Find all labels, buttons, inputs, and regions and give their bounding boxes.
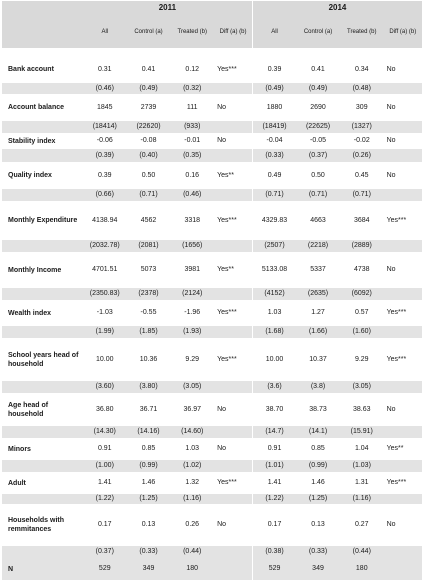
diff-cell: Yes** [384, 438, 422, 460]
std-error-cell: (0.39) [83, 149, 127, 162]
diff-cell: Yes** [214, 162, 252, 189]
table-row-households-with-remmitances-se [2, 546, 422, 558]
std-error-cell: (6092) [340, 288, 384, 300]
std-error-cell [384, 288, 422, 300]
value-cell: 2739 [127, 94, 171, 121]
value-cell: 0.39 [83, 162, 127, 189]
count-cell: 529 [252, 558, 296, 580]
std-error-cell: (1.03) [340, 460, 384, 472]
std-error-cell: (14.1) [296, 426, 340, 438]
row-label: N [2, 558, 83, 580]
column-header-row [2, 15, 422, 48]
table-row-households-with-remmitances [2, 504, 422, 546]
std-error-cell: (0.26) [340, 149, 384, 162]
table-row-stability-index [2, 133, 422, 149]
value-cell: 10.37 [296, 338, 340, 381]
value-cell: 4138.94 [83, 201, 127, 240]
std-error-cell: (0.37) [83, 546, 127, 558]
row-label-empty [2, 83, 83, 94]
std-error-cell [214, 240, 252, 252]
value-cell: 0.13 [127, 504, 171, 546]
col-diff-2011: Diff (a) (b) [214, 15, 252, 48]
value-cell: 3981 [170, 252, 214, 288]
std-error-cell: (0.66) [83, 189, 127, 201]
table-row-minors [2, 438, 422, 460]
std-error-cell: (1.02) [170, 460, 214, 472]
value-cell: 0.13 [296, 504, 340, 546]
std-error-cell: (2218) [296, 240, 340, 252]
value-cell: -0.02 [340, 133, 384, 149]
value-cell: 0.85 [296, 438, 340, 460]
row-label-empty [2, 121, 83, 133]
value-cell: 36.71 [127, 393, 171, 426]
std-error-cell: (0.71) [127, 189, 171, 201]
std-error-cell: (1.22) [83, 494, 127, 504]
count-cell: 180 [340, 558, 384, 580]
row-label: Minors [2, 438, 83, 460]
table-row-monthly-income-se [2, 288, 422, 300]
value-cell: 1845 [83, 94, 127, 121]
value-cell: -0.01 [170, 133, 214, 149]
std-error-cell: (0.49) [296, 83, 340, 94]
corner-cell [2, 15, 83, 48]
diff-cell: Yes*** [214, 56, 252, 83]
diff-cell: Yes*** [214, 338, 252, 381]
value-cell: 309 [340, 94, 384, 121]
std-error-cell: (3.60) [83, 381, 127, 393]
value-cell: 2690 [296, 94, 340, 121]
col-all-2014: All [252, 15, 296, 48]
table-body [2, 56, 422, 580]
value-cell: 0.41 [296, 56, 340, 83]
std-error-cell [384, 326, 422, 338]
value-cell: -0.55 [127, 300, 171, 326]
value-cell: 0.91 [83, 438, 127, 460]
count-cell: 180 [170, 558, 214, 580]
diff-cell: No [214, 94, 252, 121]
row-label-empty [2, 381, 83, 393]
std-error-cell: (2081) [127, 240, 171, 252]
col-treated-2011: Treated (b) [170, 15, 214, 48]
std-error-cell [214, 288, 252, 300]
value-cell: -0.08 [127, 133, 171, 149]
diff-cell: Yes*** [214, 300, 252, 326]
value-cell: 4738 [340, 252, 384, 288]
value-cell: 38.70 [252, 393, 296, 426]
std-error-cell: (2032.78) [83, 240, 127, 252]
value-cell: 0.26 [170, 504, 214, 546]
std-error-cell: (0.99) [127, 460, 171, 472]
value-cell: 0.31 [83, 56, 127, 83]
std-error-cell: (2124) [170, 288, 214, 300]
std-error-cell [384, 381, 422, 393]
table-row-monthly-income [2, 252, 422, 288]
table-row-quality-index-se [2, 189, 422, 201]
value-cell: 4562 [127, 201, 171, 240]
diff-cell: Yes** [214, 252, 252, 288]
diff-cell: Yes*** [214, 201, 252, 240]
table-row-school-years-head-of-household-se [2, 381, 422, 393]
value-cell: 4329.83 [252, 201, 296, 240]
std-error-cell [384, 83, 422, 94]
std-error-cell: (22625) [296, 121, 340, 133]
row-label: Adult [2, 472, 83, 494]
std-error-cell: (0.46) [170, 189, 214, 201]
diff-cell: No [214, 438, 252, 460]
std-error-cell: (1.22) [252, 494, 296, 504]
std-error-cell: (2889) [340, 240, 384, 252]
row-label: Stability index [2, 133, 83, 149]
std-error-cell: (1.66) [296, 326, 340, 338]
std-error-cell: (22620) [127, 121, 171, 133]
std-error-cell [384, 189, 422, 201]
std-error-cell: (0.40) [127, 149, 171, 162]
table-row-n [2, 558, 422, 580]
value-cell: 0.12 [170, 56, 214, 83]
row-label-empty [2, 460, 83, 472]
std-error-cell [214, 149, 252, 162]
value-cell: 1.46 [296, 472, 340, 494]
stats-table [2, 1, 422, 580]
count-cell: 349 [296, 558, 340, 580]
table-row-school-years-head-of-household [2, 338, 422, 381]
year-2014-header: 2014 [252, 1, 422, 15]
row-label-empty [2, 546, 83, 558]
value-cell: 36.80 [83, 393, 127, 426]
value-cell: 3684 [340, 201, 384, 240]
std-error-cell: (14.7) [252, 426, 296, 438]
std-error-cell: (1.93) [170, 326, 214, 338]
value-cell: 0.50 [296, 162, 340, 189]
std-error-cell: (0.71) [296, 189, 340, 201]
table-row-wealth-index-se [2, 326, 422, 338]
value-cell: 1.27 [296, 300, 340, 326]
std-error-cell: (1656) [170, 240, 214, 252]
std-error-cell [384, 494, 422, 504]
diff-cell: No [384, 252, 422, 288]
table-row-monthly-expenditure-se [2, 240, 422, 252]
row-label-empty [2, 149, 83, 162]
value-cell: 1.46 [127, 472, 171, 494]
value-cell: 38.63 [340, 393, 384, 426]
value-cell: 0.34 [340, 56, 384, 83]
std-error-cell: (1.16) [340, 494, 384, 504]
std-error-cell: (4152) [252, 288, 296, 300]
std-error-cell: (1.25) [127, 494, 171, 504]
std-error-cell [384, 426, 422, 438]
std-error-cell [214, 189, 252, 201]
row-label: Wealth index [2, 300, 83, 326]
std-error-cell [214, 460, 252, 472]
std-error-cell: (0.38) [252, 546, 296, 558]
value-cell: 0.41 [127, 56, 171, 83]
std-error-cell: (15.91) [340, 426, 384, 438]
std-error-cell [214, 494, 252, 504]
std-error-cell: (0.37) [296, 149, 340, 162]
std-error-cell: (0.32) [170, 83, 214, 94]
std-error-cell [214, 546, 252, 558]
value-cell: 36.97 [170, 393, 214, 426]
row-label: Quality index [2, 162, 83, 189]
col-diff-2014: Diff (a) (b) [384, 15, 422, 48]
value-cell: 0.17 [252, 504, 296, 546]
value-cell: -1.96 [170, 300, 214, 326]
value-cell: 9.29 [170, 338, 214, 381]
table-row-account-balance [2, 94, 422, 121]
std-error-cell: (1.00) [83, 460, 127, 472]
std-error-cell: (933) [170, 121, 214, 133]
row-label-empty [2, 288, 83, 300]
value-cell: 0.50 [127, 162, 171, 189]
value-cell: 1.31 [340, 472, 384, 494]
std-error-cell [384, 460, 422, 472]
std-error-cell: (3.05) [340, 381, 384, 393]
count-cell: 529 [83, 558, 127, 580]
std-error-cell: (0.49) [127, 83, 171, 94]
std-error-cell: (1.16) [170, 494, 214, 504]
row-label-empty [2, 326, 83, 338]
diff-cell: No [384, 133, 422, 149]
col-control-2014: Control (a) [296, 15, 340, 48]
year-2011-header: 2011 [83, 1, 253, 15]
diff-cell: No [384, 162, 422, 189]
diff-cell: No [214, 133, 252, 149]
diff-cell: No [384, 504, 422, 546]
row-label-empty [2, 494, 83, 504]
row-label: Households with remmitances [2, 504, 83, 546]
diff-cell: Yes*** [384, 201, 422, 240]
year-header-row [2, 1, 422, 15]
row-label: Bank account [2, 56, 83, 83]
row-label-empty [2, 240, 83, 252]
table-row-adult [2, 472, 422, 494]
std-error-cell [214, 326, 252, 338]
table-row-minors-se [2, 460, 422, 472]
std-error-cell: (14.30) [83, 426, 127, 438]
std-error-cell: (1.85) [127, 326, 171, 338]
std-error-cell [214, 83, 252, 94]
diff-cell: Yes*** [384, 472, 422, 494]
std-error-cell [384, 546, 422, 558]
diff-cell: No [214, 504, 252, 546]
table-row-age-head-of-household-se [2, 426, 422, 438]
std-error-cell: (1.99) [83, 326, 127, 338]
std-error-cell: (14.16) [127, 426, 171, 438]
std-error-cell: (18414) [83, 121, 127, 133]
std-error-cell [214, 381, 252, 393]
table-row-quality-index [2, 162, 422, 189]
std-error-cell: (3.6) [252, 381, 296, 393]
value-cell: 1.04 [340, 438, 384, 460]
value-cell: 0.57 [340, 300, 384, 326]
row-label: Age head of household [2, 393, 83, 426]
value-cell: 1880 [252, 94, 296, 121]
value-cell: -0.05 [296, 133, 340, 149]
std-error-cell: (1.01) [252, 460, 296, 472]
std-error-cell: (3.8) [296, 381, 340, 393]
diff-cell: Yes*** [214, 472, 252, 494]
std-error-cell [384, 121, 422, 133]
std-error-cell: (0.44) [170, 546, 214, 558]
row-label-empty [2, 426, 83, 438]
std-error-cell: (0.71) [340, 189, 384, 201]
std-error-cell: (2635) [296, 288, 340, 300]
value-cell: 5133.08 [252, 252, 296, 288]
row-label: Account balance [2, 94, 83, 121]
diff-cell: No [214, 393, 252, 426]
diff-cell: No [384, 94, 422, 121]
value-cell: -0.06 [83, 133, 127, 149]
count-cell [384, 558, 422, 580]
value-cell: -1.03 [83, 300, 127, 326]
col-control-2011: Control (a) [127, 15, 171, 48]
value-cell: 1.03 [252, 300, 296, 326]
value-cell: 0.27 [340, 504, 384, 546]
diff-cell: Yes*** [384, 300, 422, 326]
row-label: School years head of household [2, 338, 83, 381]
std-error-cell [214, 426, 252, 438]
corner-cell [2, 1, 83, 15]
std-error-cell: (1.25) [296, 494, 340, 504]
std-error-cell: (1.68) [252, 326, 296, 338]
std-error-cell: (2378) [127, 288, 171, 300]
value-cell: 38.73 [296, 393, 340, 426]
std-error-cell: (0.99) [296, 460, 340, 472]
table-row-age-head-of-household [2, 393, 422, 426]
value-cell: 0.39 [252, 56, 296, 83]
std-error-cell: (0.71) [252, 189, 296, 201]
value-cell: 4701.51 [83, 252, 127, 288]
count-cell [214, 558, 252, 580]
col-treated-2014: Treated (b) [340, 15, 384, 48]
value-cell: 1.41 [83, 472, 127, 494]
std-error-cell: (2350.83) [83, 288, 127, 300]
table-row-bank-account [2, 56, 422, 83]
diff-cell: Yes*** [384, 338, 422, 381]
value-cell: 5337 [296, 252, 340, 288]
value-cell: 0.16 [170, 162, 214, 189]
summary-statistics-table [2, 1, 422, 580]
value-cell: 10.36 [127, 338, 171, 381]
value-cell: 9.29 [340, 338, 384, 381]
value-cell: 10.00 [83, 338, 127, 381]
value-cell: 3318 [170, 201, 214, 240]
value-cell: 1.41 [252, 472, 296, 494]
std-error-cell: (0.44) [340, 546, 384, 558]
value-cell: 1.32 [170, 472, 214, 494]
table-row-stability-index-se [2, 149, 422, 162]
table-row-account-balance-se [2, 121, 422, 133]
row-label: Monthly Income [2, 252, 83, 288]
std-error-cell: (14.60) [170, 426, 214, 438]
value-cell: 4663 [296, 201, 340, 240]
std-error-cell: (2507) [252, 240, 296, 252]
value-cell: -0.04 [252, 133, 296, 149]
row-label-empty [2, 189, 83, 201]
std-error-cell: (0.46) [83, 83, 127, 94]
diff-cell: No [384, 393, 422, 426]
std-error-cell: (3.05) [170, 381, 214, 393]
std-error-cell [384, 240, 422, 252]
std-error-cell: (0.48) [340, 83, 384, 94]
std-error-cell: (0.33) [296, 546, 340, 558]
std-error-cell: (0.33) [127, 546, 171, 558]
row-label: Monthly Expenditure [2, 201, 83, 240]
value-cell: 0.85 [127, 438, 171, 460]
std-error-cell: (0.33) [252, 149, 296, 162]
std-error-cell [384, 149, 422, 162]
table-row-bank-account-se [2, 83, 422, 94]
header-spacer [2, 48, 422, 56]
std-error-cell: (18419) [252, 121, 296, 133]
count-cell: 349 [127, 558, 171, 580]
table-row-wealth-index [2, 300, 422, 326]
value-cell: 111 [170, 94, 214, 121]
value-cell: 0.45 [340, 162, 384, 189]
std-error-cell [214, 121, 252, 133]
std-error-cell: (0.35) [170, 149, 214, 162]
value-cell: 5073 [127, 252, 171, 288]
table-row-adult-se [2, 494, 422, 504]
value-cell: 0.49 [252, 162, 296, 189]
std-error-cell: (0.49) [252, 83, 296, 94]
table-row-monthly-expenditure [2, 201, 422, 240]
std-error-cell: (3.80) [127, 381, 171, 393]
value-cell: 0.91 [252, 438, 296, 460]
col-all-2011: All [83, 15, 127, 48]
value-cell: 1.03 [170, 438, 214, 460]
value-cell: 0.17 [83, 504, 127, 546]
diff-cell: No [384, 56, 422, 83]
value-cell: 10.00 [252, 338, 296, 381]
std-error-cell: (1327) [340, 121, 384, 133]
std-error-cell: (1.60) [340, 326, 384, 338]
